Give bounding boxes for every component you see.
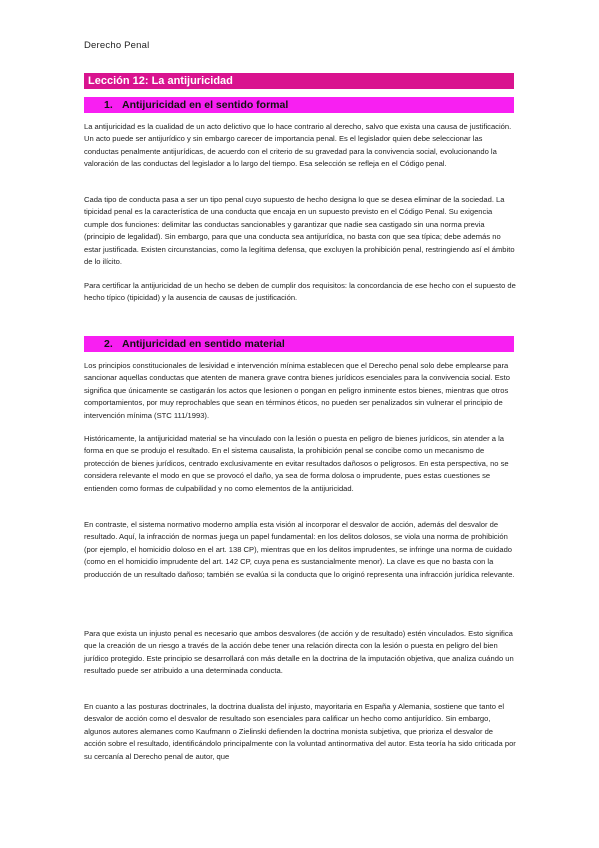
section-number: 2. xyxy=(104,338,113,350)
lesson-title: Lección 12: La antijuricidad xyxy=(84,73,514,89)
paragraph: Cada tipo de conducta pasa a ser un tipo penal cuyo supuesto de hecho designa lo que se desea eliminar de la sociedad. La tipicidad penal es la característica de una conducta que encaja en un supuesto previsto en el Código Penal. Su exigencia cumple dos funciones: delimitar las conductas sancionables y garantizar que nadie sea castigado sin una norma previa (principio de legalidad). Sin embargo, para que una conducta sea antijurídica, no basta con que sea típica; debe además no estar justificada. Existen circunstancias, como la legítima defensa, que excluyen la prohibición penal, restringiendo así el ámbito de lo ilícito. xyxy=(84,195,515,267)
paragraph: Históricamente, la antijuricidad material se ha vinculado con la lesión o puesta en peligro de bienes jurídicos, sin atender a la forma en que se produjo el resultado. En el sistema causalista, la prohibición penal se concibe como un mecanismo de protección de bienes jurídicos, centrado exclusivamente en evitar resultados dañosos o peligrosos. En esta perspectiva, no se considera relevante el modo en que se provocó el daño, ya sea de forma dolosa o imprudente, pues estas cuestiones se entienden como formas de culpabilidad y no como elementos de la antijuricidad. xyxy=(84,434,509,493)
paragraph: En contraste, el sistema normativo moderno amplía esta visión al incorporar el desvalor de acción, además del desvalor de resultado. Aquí, la infracción de normas juega un papel fundamental: en los delitos dolosos, se viola una norma de prohibición (por ejemplo, el homicidio doloso en el art. 138 CP), mientras que en los delitos imprudentes, se infringe una norma de cuidado (como en el homicidio imprudente del art. 142 CP, cuya pena es sustancialmente menor). La clave es que no basta con la producción de un resultado dañoso; también se evalúa si la conducta que lo originó representa una infracción jurídica relevante. xyxy=(84,520,515,579)
section-title: Antijuricidad en el sentido formal xyxy=(122,99,289,111)
paragraph: En cuanto a las posturas doctrinales, la doctrina dualista del injusto, mayoritaria en España y Alemania, sostiene que tanto el desvalor de acción como el desvalor de resultado son esenciales para calificar un hecho como antijurídico. Sin embargo, algunos autores alemanes como Kaufmann o Zielinski defienden la doctrina monista subjetiva, que prioriza el desvalor de acción sobre el resultado, identificándolo principalmente con la voluntad antinormativa del autor. Esta teoría ha sido criticada por su cercanía al Derecho penal de autor, que xyxy=(84,702,516,761)
section-heading-1 xyxy=(84,97,514,113)
section-number: 1. xyxy=(104,99,113,111)
paragraph: Los principios constitucionales de lesividad e intervención mínima establecen que el Derecho penal solo debe emplearse para sancionar aquellas conductas que atenten de manera grave contra bienes jurídicos esenciales para la convivencia social. Esto significa que únicamente se castigarán los actos que lesionen o pongan en peligro inminente estos bienes, mientras que otros comportamientos, por muy reprochables que sean en términos éticos, no pueden ser penalizados sin vulnerar el principio de intervención mínima (STC 111/1993). xyxy=(84,361,510,420)
section-title: Antijuricidad en sentido material xyxy=(122,338,285,350)
paragraph: Para certificar la antijuricidad de un hecho se deben de cumplir dos requisitos: la concordancia de ese hecho con el supuesto de hecho típico (tipicidad) y la ausencia de causas de justificación. xyxy=(84,281,516,303)
running-header: Derecho Penal xyxy=(84,40,150,51)
section-heading-2 xyxy=(84,336,514,352)
paragraph: Para que exista un injusto penal es necesario que ambos desvalores (de acción y de resultado) estén vinculados. Esto significa que la creación de un riesgo a través de la acción debe tener una relación directa con la lesión o puesta en peligro del bien jurídico protegido. Este principio se desarrollará con más detalle en la doctrina de la imputación objetiva, que analiza cuándo un resultado puede ser atribuido a una determinada conducta. xyxy=(84,629,514,676)
paragraph: La antijuricidad es la cualidad de un acto delictivo que lo hace contrario al derecho, salvo que exista una causa de justificación. Un acto puede ser antijurídico y sin embargo carecer de importancia penal. Es el legislador quien debe seleccionar las conductas penalmente antijurídicas, de acuerdo con el criterio de su gravedad para la convivencia social, evolucionando la valoración de las conductas del legislador a lo largo del tiempo. Esa selección se refleja en el Código penal. xyxy=(84,122,512,169)
